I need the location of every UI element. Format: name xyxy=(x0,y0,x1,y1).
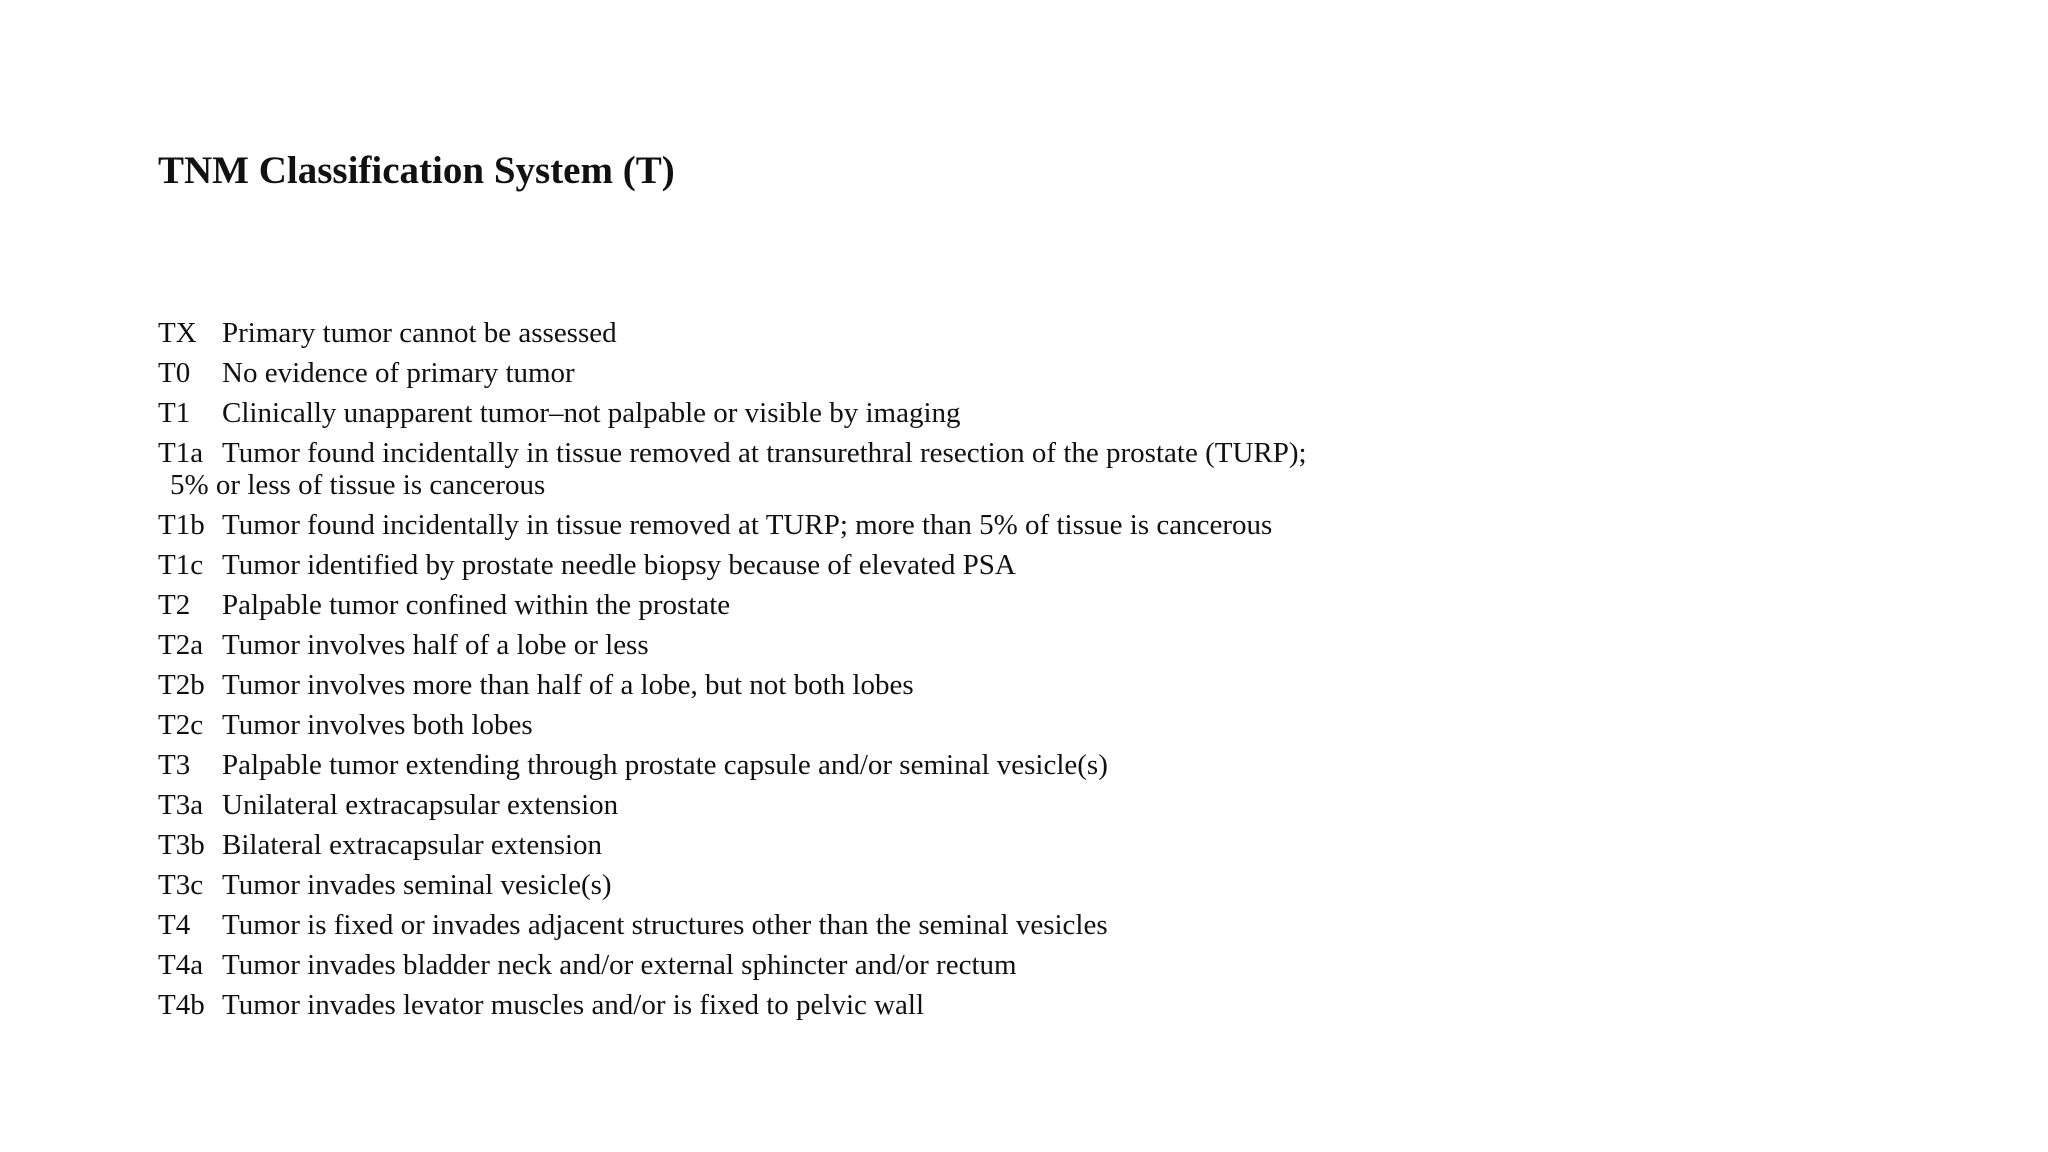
t-description: Tumor involves more than half of a lobe, but not both lobes xyxy=(222,669,914,701)
t-description: No evidence of primary tumor xyxy=(222,357,575,389)
t-description: Palpable tumor confined within the prostate xyxy=(222,589,731,621)
t-description: Bilateral extracapsular extension xyxy=(222,829,603,861)
t-code: T3a xyxy=(158,789,204,821)
list-item xyxy=(158,905,1458,945)
list-item xyxy=(158,393,1458,433)
t-code: T1 xyxy=(158,397,191,429)
t-description: Tumor involves both lobes xyxy=(222,709,533,741)
t-description: Tumor identified by prostate needle biopsy because of elevated PSA xyxy=(222,549,1016,581)
list-item xyxy=(158,745,1458,785)
t-code: T3c xyxy=(158,869,204,901)
t-code: T4a xyxy=(158,949,204,981)
list-item xyxy=(158,985,1458,1025)
list-item xyxy=(158,625,1458,665)
t-code: T1c xyxy=(158,549,204,581)
t-description: Tumor invades levator muscles and/or is fixed to pelvic wall xyxy=(222,989,925,1021)
t-code: T2a xyxy=(158,629,204,661)
t-description: Tumor invades seminal vesicle(s) xyxy=(222,869,612,901)
t-code: T2 xyxy=(158,589,191,621)
t-description: Tumor involves half of a lobe or less xyxy=(222,629,649,661)
list-item xyxy=(158,505,1458,545)
t-code: T2b xyxy=(158,669,205,701)
t-code: T2c xyxy=(158,709,204,741)
list-item xyxy=(158,705,1458,745)
t-description: Unilateral extracapsular extension xyxy=(222,789,619,821)
t-description: Palpable tumor extending through prostate capsule and/or seminal vesicle(s) xyxy=(222,749,1108,781)
list-item xyxy=(158,665,1458,705)
slide-title: TNM Classification System (T) xyxy=(158,149,675,192)
t-code: T3b xyxy=(158,829,205,861)
t-description: Tumor invades bladder neck and/or external sphincter and/or rectum xyxy=(222,949,1017,981)
list-item xyxy=(158,945,1458,985)
list-item xyxy=(158,865,1458,905)
t-stage-list xyxy=(158,313,1458,1025)
list-item xyxy=(158,313,1458,353)
t-code: T4 xyxy=(158,909,191,941)
list-item xyxy=(158,585,1458,625)
t-code: TX xyxy=(158,317,197,349)
t-code: T4b xyxy=(158,989,205,1021)
t-description: Primary tumor cannot be assessed xyxy=(222,317,617,349)
list-item xyxy=(158,825,1458,865)
list-item xyxy=(158,785,1458,825)
t-description: Tumor found incidentally in tissue removed at transurethral resection of the prostate (TURP); xyxy=(222,437,1307,469)
t-description: Tumor is fixed or invades adjacent structures other than the seminal vesicles xyxy=(222,909,1108,941)
t-code: T3 xyxy=(158,749,191,781)
t-code: T0 xyxy=(158,357,191,389)
t-code: T1b xyxy=(158,509,205,541)
t-description-continuation: 5% or less of tissue is cancerous xyxy=(170,469,546,501)
list-item xyxy=(158,353,1458,393)
list-item xyxy=(158,545,1458,585)
t-description: Tumor found incidentally in tissue removed at TURP; more than 5% of tissue is cancerous xyxy=(222,509,1273,541)
t-code: T1a xyxy=(158,437,204,469)
list-item xyxy=(158,433,1458,505)
t-description: Clinically unapparent tumor–not palpable or visible by imaging xyxy=(222,397,961,429)
